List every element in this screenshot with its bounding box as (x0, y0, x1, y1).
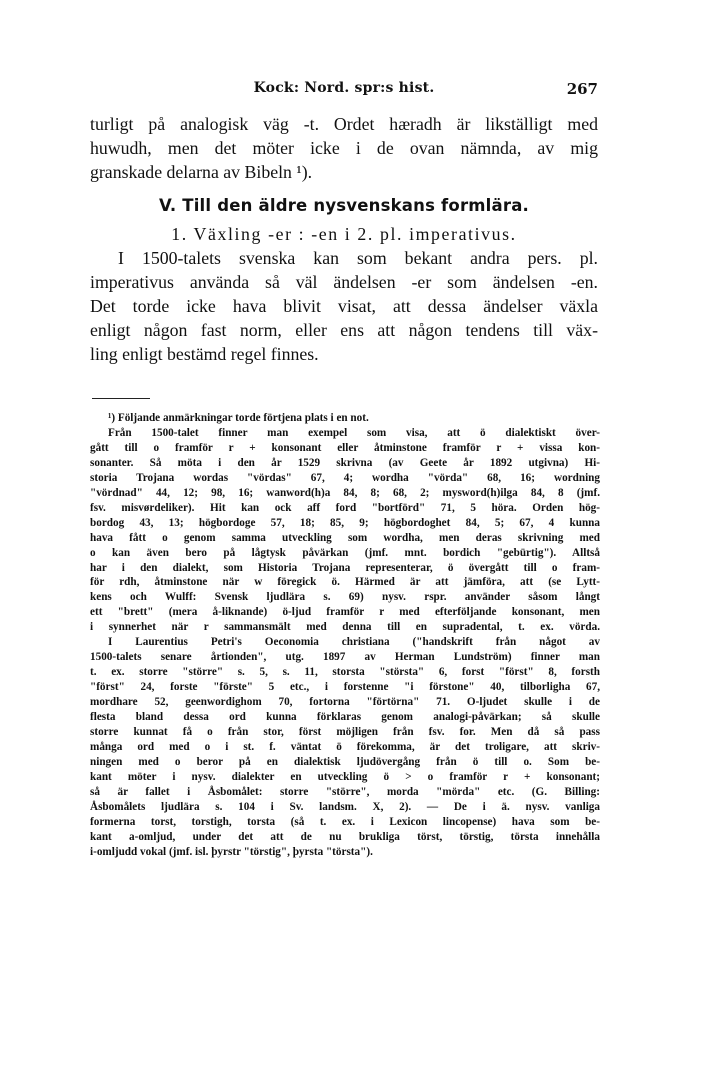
footnote-line: ett "brett" (mera å-liknande) ö-ljud framför r med efterföljande konsonant, men (90, 606, 600, 619)
footnote-line: bordog 43, 13; högbordoge 57, 18; 85, 9; högbordoghet 84, 5; 67, 4 kunna (90, 516, 600, 529)
footnote-line: storre kunnat få o från stor, först möjligen från fsv. for. Men då så pass (90, 726, 600, 739)
footnote-line: o kan även bero på lågtysk påvärkan (jmf. mnt. bordich "gebürtig"). Alltså (90, 546, 600, 559)
footnote-line: ¹) Följande anmärkningar torde förtjena plats i en not. (108, 412, 369, 424)
paragraph-line: imperativus använda så väl ändelsen -er som ändelsen -en. (90, 272, 598, 292)
footnote-line: i-omljudd vokal (jmf. isl. þyrstr "törstig", þyrsta "törsta"). (90, 845, 373, 858)
footnote-line: 1500-talets senare årtionden", utg. 1897 av Herman Lundström) finner man (90, 651, 600, 664)
footnote-line: sonanter. Så möta i den år 1529 skrivna (av Geete år 1892 utgivna) Hi- (90, 456, 600, 469)
subsection-title: 1. Växling -er : -en i 2. pl. imperativus. (171, 224, 517, 244)
page-number: 267 (566, 80, 598, 98)
footnote-line: t. ex. storre "större" s. 5, s. 11, storsta "största" 6, forst "först" 8, forsth (90, 666, 600, 679)
paragraph-line: Det torde icke hava blivit visat, att dessa ändelser växla (90, 296, 598, 316)
text-line: huwudh, men det möter icke i de ovan nämnda, av mig (90, 138, 598, 158)
footnote-line: kens och Wulff: Svensk ljudlära s. 69) nysv. rspr. använder såsom långt (90, 591, 600, 604)
footnote-line: många ord med o i st. f. väntat ö förekomma, är det troligare, att skriv- (90, 740, 600, 753)
footnote-line: kant a-omljud, under det att de nu brukliga törst, törstig, törsta innehålla (90, 830, 600, 843)
footnote-line: "först" 24, forste "förste" 5 etc., i forstenne "i förstone" 40, tilborligha 67, (90, 681, 600, 694)
footnote-line: i synnerhet när r sammansmält med denna till en supradental, t. ex. vörda. (90, 621, 600, 634)
footnote-line: hava fått o genom samma utveckling som wordha, men deras skrivning med (90, 531, 600, 544)
footnote-line: I Laurentius Petri's Oeconomia christiana ("handskrift från något av (108, 636, 600, 649)
footnote-line: "vördnad" 44, 12; 98, 16; wanword(h)a 84, 8; 68, 2; mysword(h)ilga 84, 8 (jmf. (90, 486, 600, 499)
section-title: V. Till den äldre nysvenskans formlära. (158, 196, 530, 215)
paragraph-line: I 1500-talets svenska kan som bekant andra pers. pl. (118, 248, 598, 268)
footnote-line: Från 1500-talet finner man exempel som visa, att ö dialektiskt över- (108, 426, 600, 439)
footnote-line: fsv. misvørdeliker). Hit kan ock aff ford "bortförd" 71, 5 höra. Orden hög- (90, 501, 600, 514)
footnote-divider (92, 398, 150, 399)
footnote-line: Åsbomålets ljudlära s. 104 i Sv. landsm. X, 2). — De i ä. nysv. vanliga (90, 800, 600, 813)
text-line: granskade delarna av Bibeln ¹). (90, 162, 313, 182)
footnote-line: har i den dialekt, som Historia Trojana representerar, ö övergått till o fram- (90, 561, 600, 574)
main-text (90, 112, 598, 366)
footnote-line: mordhare 52, geenwordighom 70, fortorna "förtörna" 71. O-ljudet skulle i de (90, 696, 600, 709)
footnote-line: storia Trojana wordas "vördas" 67, 4; wordha "vörda" 68, 16; wordning (90, 471, 600, 484)
running-title: Kock: Nord. spr:s hist. (253, 80, 435, 96)
footnote-line: kant möter i nysv. dialekter en utveckling ö > o framför r + konsonant; (90, 770, 600, 783)
footnote-line: ningen med o beror på en dialektisk ljudövergång från ö till o. Som be- (90, 755, 600, 768)
text-line: turligt på analogisk väg -t. Ordet hæradh är likställigt med (90, 114, 598, 134)
footnote-line: flesta bland dessa ord kunna förklaras genom analogi-påvärkan; så skulle (90, 711, 600, 724)
footnote (90, 411, 600, 860)
paragraph-line: enligt någon fast norm, eller ens att någon tendens till väx- (90, 320, 598, 340)
footnote-line: gått till o framför r + konsonant eller åtminstone framför r + vissa kon- (90, 441, 600, 454)
footnote-line: formerna torst, torstigh, torsta (så t. ex. i Lexicon lincopense) hava som be- (90, 815, 600, 828)
footnote-line: för rdh, åtminstone när w föregick ö. Härmed är att jämföra, att (se Lytt- (90, 576, 600, 589)
page-header (90, 80, 598, 102)
footnote-line: så är fallet i Åsbomålet: storre "större", morda "mörda" etc. (G. Billing: (90, 785, 600, 798)
paragraph-line: ling enligt bestämd regel finnes. (90, 344, 319, 364)
